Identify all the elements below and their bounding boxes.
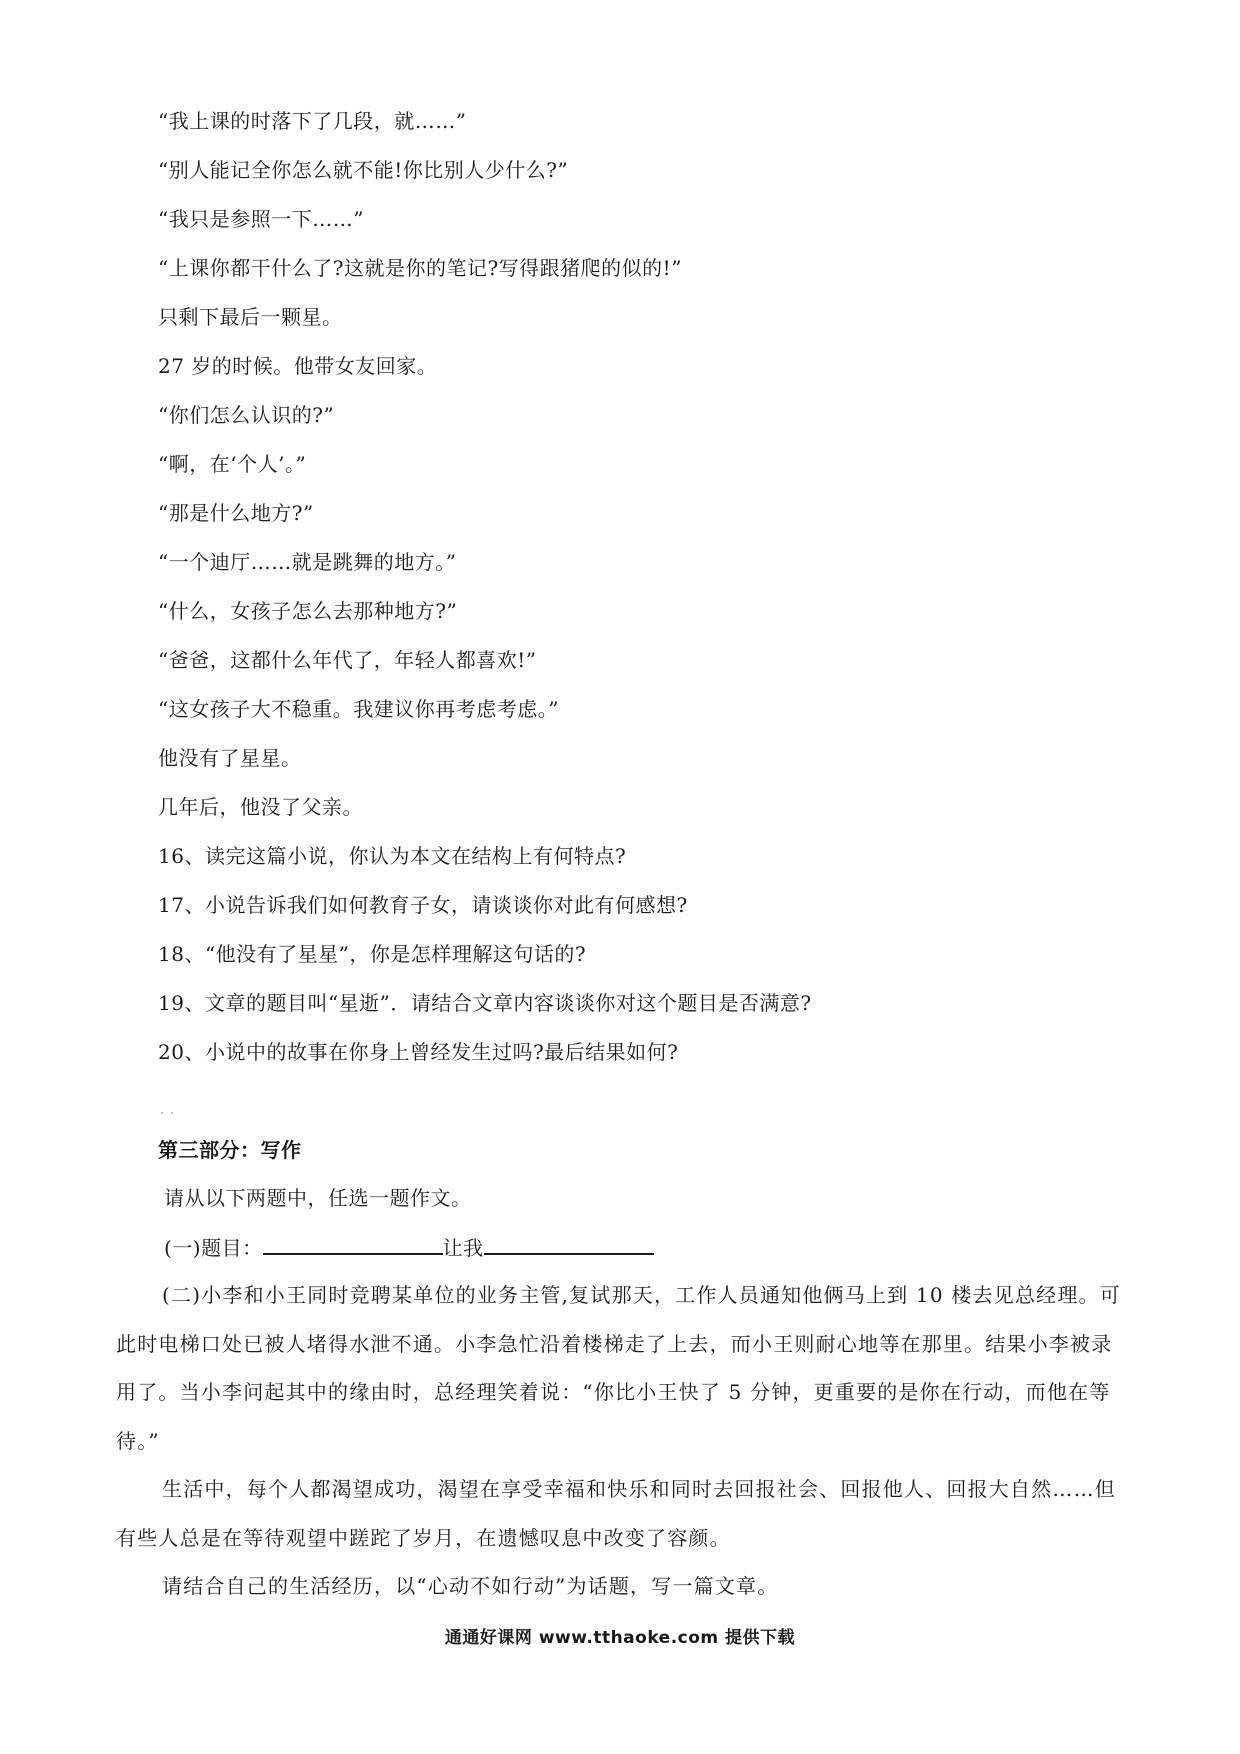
dialogue-line-9: “那是什么地方?” — [158, 501, 314, 525]
dialogue-line-3: “我只是参照一下……” — [158, 207, 364, 231]
question-18: 18、“他没有了星星”，你是怎样理解这句话的? — [158, 942, 587, 966]
scan-speck — [161, 1112, 175, 1114]
option-1-middle: 让我 — [442, 1236, 484, 1260]
question-19: 19、文章的题目叫“星逝”．请结合文章内容谈谈你对这个题目是否满意? — [158, 991, 812, 1015]
writing-paragraph-life: 生活中，每个人都渴望成功，渴望在享受幸福和快乐和同时去回报社会、回报他人、回报大自然……但有些人总是在等待观望中蹉跎了岁月，在遗憾叹息中改变了容颜。 — [116, 1477, 1116, 1550]
dialogue-line-15: 几年后，他没了父亲。 — [158, 795, 363, 819]
dialogue-line-7: “你们怎么认识的?” — [158, 403, 335, 427]
dialogue-line-11: “什么，女孩子怎么去那种地方?” — [158, 599, 458, 623]
dialogue-line-6: 27 岁的时候。他带女友回家。 — [158, 354, 438, 378]
question-20: 20、小说中的故事在你身上曾经发生过吗?最后结果如何? — [158, 1040, 679, 1064]
dialogue-line-5: 只剩下最后一颗星。 — [158, 305, 343, 329]
dialogue-line-8: “啊，在‘个人’。” — [158, 452, 307, 476]
dialogue-line-14: 他没有了星星。 — [158, 746, 302, 770]
question-16: 16、读完这篇小说，你认为本文在结构上有何特点? — [158, 844, 627, 868]
title-blank-2 — [484, 1233, 654, 1255]
title-blank-1 — [263, 1233, 443, 1255]
dialogue-line-1: “我上课的时落下了几段，就……” — [158, 109, 467, 133]
dialogue-line-13: “这女孩子大不稳重。我建议你再考虑考虑。” — [158, 697, 559, 721]
page-footer: 通通好课网 www.tthaoke.com 提供下载 — [444, 1628, 796, 1648]
writing-paragraph-task: 请结合自己的生活经历，以“心动不如行动”为话题，写一篇文章。 — [162, 1574, 779, 1598]
dialogue-line-2: “别人能记全你怎么就不能!你比别人少什么?” — [158, 158, 569, 182]
section-heading: 第三部分：写作 — [158, 1138, 302, 1162]
writing-instruction: 请从以下两题中，任选一题作文。 — [164, 1186, 472, 1210]
dialogue-line-12: “爸爸，这都什么年代了，年轻人都喜欢!” — [158, 648, 537, 672]
question-17: 17、小说告诉我们如何教育子女，请谈谈你对此有何感想? — [158, 893, 688, 917]
dialogue-line-4: “上课你都干什么了?这就是你的笔记?写得跟猪爬的似的!” — [158, 256, 682, 280]
option-1-prefix: (一)题目： — [164, 1236, 263, 1260]
writing-option-2: (二)小李和小王同时竞聘某单位的业务主管,复试那天，工作人员通知他俩马上到 10 楼去见总经理。可此时电梯口处已被人堵得水泄不通。小李急忙沿着楼梯走了上去，而小王则耐心地等在那里。结果小李被录用了。当小李问起其中的缘由时，总经理笑着说：“你比小王快了 5 分钟，更重要的是你在行动，而他在等待。” — [116, 1283, 1121, 1453]
dialogue-line-10: “一个迪厅……就是跳舞的地方。” — [158, 550, 457, 574]
writing-option-1 — [164, 1233, 654, 1262]
